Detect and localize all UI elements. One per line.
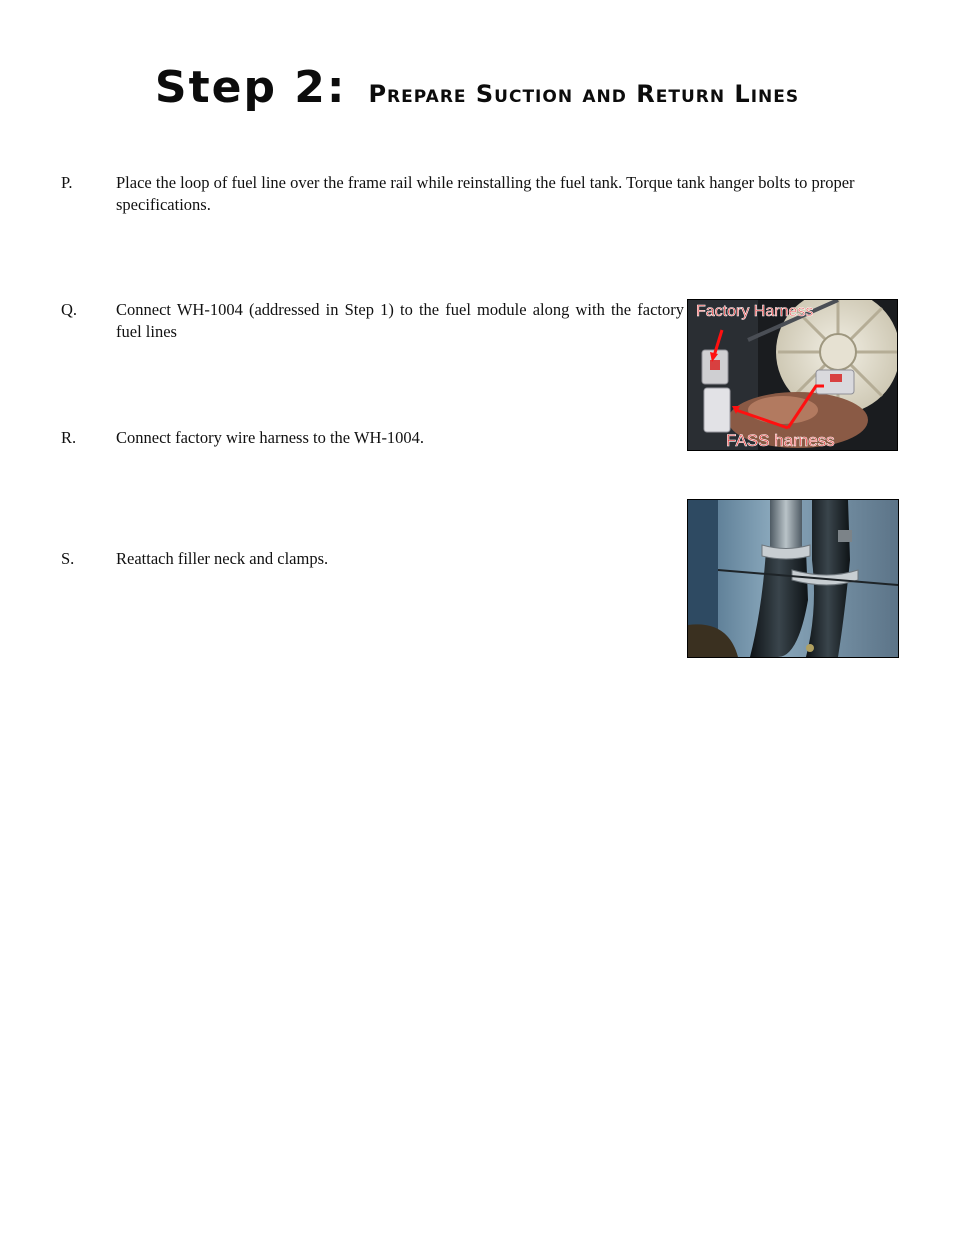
- item-text: Connect WH-1004 (addressed in Step 1) to the fuel module along with the factory fuel lines: [116, 300, 684, 341]
- instruction-item-p: [61, 172, 901, 220]
- instruction-item-r: [61, 427, 661, 451]
- filler-neck-photo: [687, 499, 899, 658]
- item-text: Reattach filler neck and clamps.: [116, 549, 329, 568]
- item-letter: R.: [61, 428, 77, 447]
- item-letter: S.: [61, 549, 75, 568]
- step-title: Prepare Suction and Return Lines: [368, 80, 800, 108]
- item-letter: Q.: [61, 300, 78, 319]
- step-number: Step 2:: [154, 62, 347, 113]
- page-title: [0, 62, 954, 113]
- label-fass-harness: FASS harness: [726, 431, 835, 450]
- item-text: Connect factory wire harness to the WH-1004.: [116, 428, 425, 447]
- instruction-item-s: [61, 548, 661, 572]
- harness-photo: [687, 299, 898, 451]
- item-letter: P.: [61, 173, 73, 192]
- label-factory-harness: Factory Harness: [696, 303, 814, 320]
- instruction-item-q: [61, 299, 691, 347]
- item-text: Place the loop of fuel line over the frame rail while reinstalling the fuel tank. Torque tank hanger bolts to proper specifications.: [116, 173, 855, 214]
